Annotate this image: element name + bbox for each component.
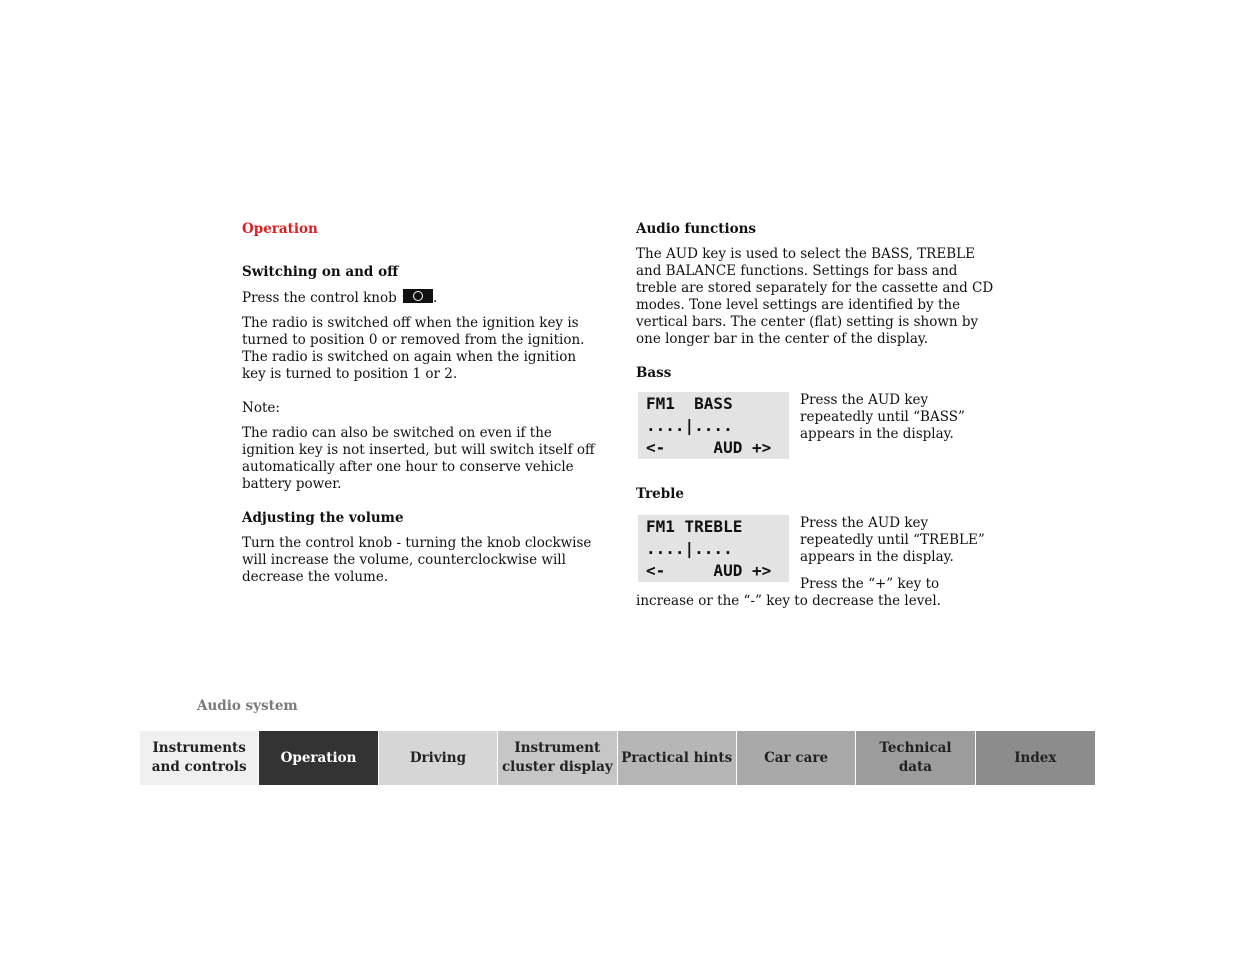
switch-press-end: . bbox=[433, 290, 438, 306]
tab-instrument-cluster-display[interactable]: Instrument cluster display bbox=[498, 731, 617, 785]
section-tag: Operation bbox=[242, 221, 318, 237]
switch-press-label: Press the control knob bbox=[242, 290, 397, 306]
audio-heading: Audio functions bbox=[636, 221, 757, 237]
tab-index[interactable]: Index bbox=[976, 731, 1095, 785]
left-column bbox=[242, 221, 602, 594]
treble-display-row bbox=[636, 515, 996, 579]
bass-lcd-line3: <- AUD +> bbox=[646, 438, 772, 457]
switch-press-text bbox=[242, 289, 602, 307]
bass-heading: Bass bbox=[636, 365, 672, 381]
bass-lcd-line2: ....|.... bbox=[646, 416, 733, 435]
switch-body: The radio is switched off when the ignition key is turned to position 0 or removed from the ignition. The radio is switched on again when the ignition key is turned to position 1 or 2. bbox=[242, 315, 585, 382]
bass-lcd-display bbox=[638, 392, 789, 459]
tab-instruments-and-controls[interactable]: Instruments and controls bbox=[140, 731, 259, 785]
treble-instruction: Press the AUD key repeatedly until “TREBLE” appears in the display. bbox=[800, 515, 985, 565]
bottom-tab-bar bbox=[140, 731, 1095, 785]
right-column bbox=[636, 221, 996, 618]
tab-driving[interactable]: Driving bbox=[379, 731, 498, 785]
bass-lcd-line1: FM1 BASS bbox=[646, 394, 733, 413]
tab-practical-hints[interactable]: Practical hints bbox=[618, 731, 737, 785]
tab-car-care[interactable]: Car care bbox=[737, 731, 856, 785]
bass-instruction: Press the AUD key repeatedly until “BASS” appears in the display. bbox=[800, 392, 965, 442]
treble-lcd-line1: FM1 TREBLE bbox=[646, 517, 743, 536]
control-knob-icon bbox=[403, 289, 433, 303]
footer-section-label: Audio system bbox=[197, 698, 298, 714]
switch-heading: Switching on and off bbox=[242, 264, 399, 280]
tab-technical-data[interactable]: Technical data bbox=[856, 731, 975, 785]
volume-heading: Adjusting the volume bbox=[242, 510, 404, 526]
bass-display-row bbox=[636, 392, 996, 462]
tab-operation[interactable]: Operation bbox=[259, 731, 378, 785]
treble-lcd-line3: <- AUD +> bbox=[646, 561, 772, 580]
note-label: Note: bbox=[242, 400, 280, 416]
treble-heading: Treble bbox=[636, 486, 684, 502]
note-body: The radio can also be switched on even if the ignition key is not inserted, but will switch itself off automatically after one hour to conserve vehicle battery power. bbox=[242, 425, 595, 492]
audio-body: The AUD key is used to select the BASS, TREBLE and BALANCE functions. Settings for bass and treble are stored separately for the cassette and CD modes. Tone level settings are identified by the vertical bars. The center (flat) setting is shown by one longer bar in the center of the display. bbox=[636, 246, 994, 347]
volume-body: Turn the control knob - turning the knob clockwise will increase the volume, counterclockwise will decrease the volume. bbox=[242, 535, 592, 585]
treble-level-instruction: Press the “+” key to increase or the “-” key to decrease the level. bbox=[636, 576, 941, 609]
treble-lcd-line2: ....|.... bbox=[646, 539, 733, 558]
treble-lcd-display bbox=[638, 515, 789, 582]
